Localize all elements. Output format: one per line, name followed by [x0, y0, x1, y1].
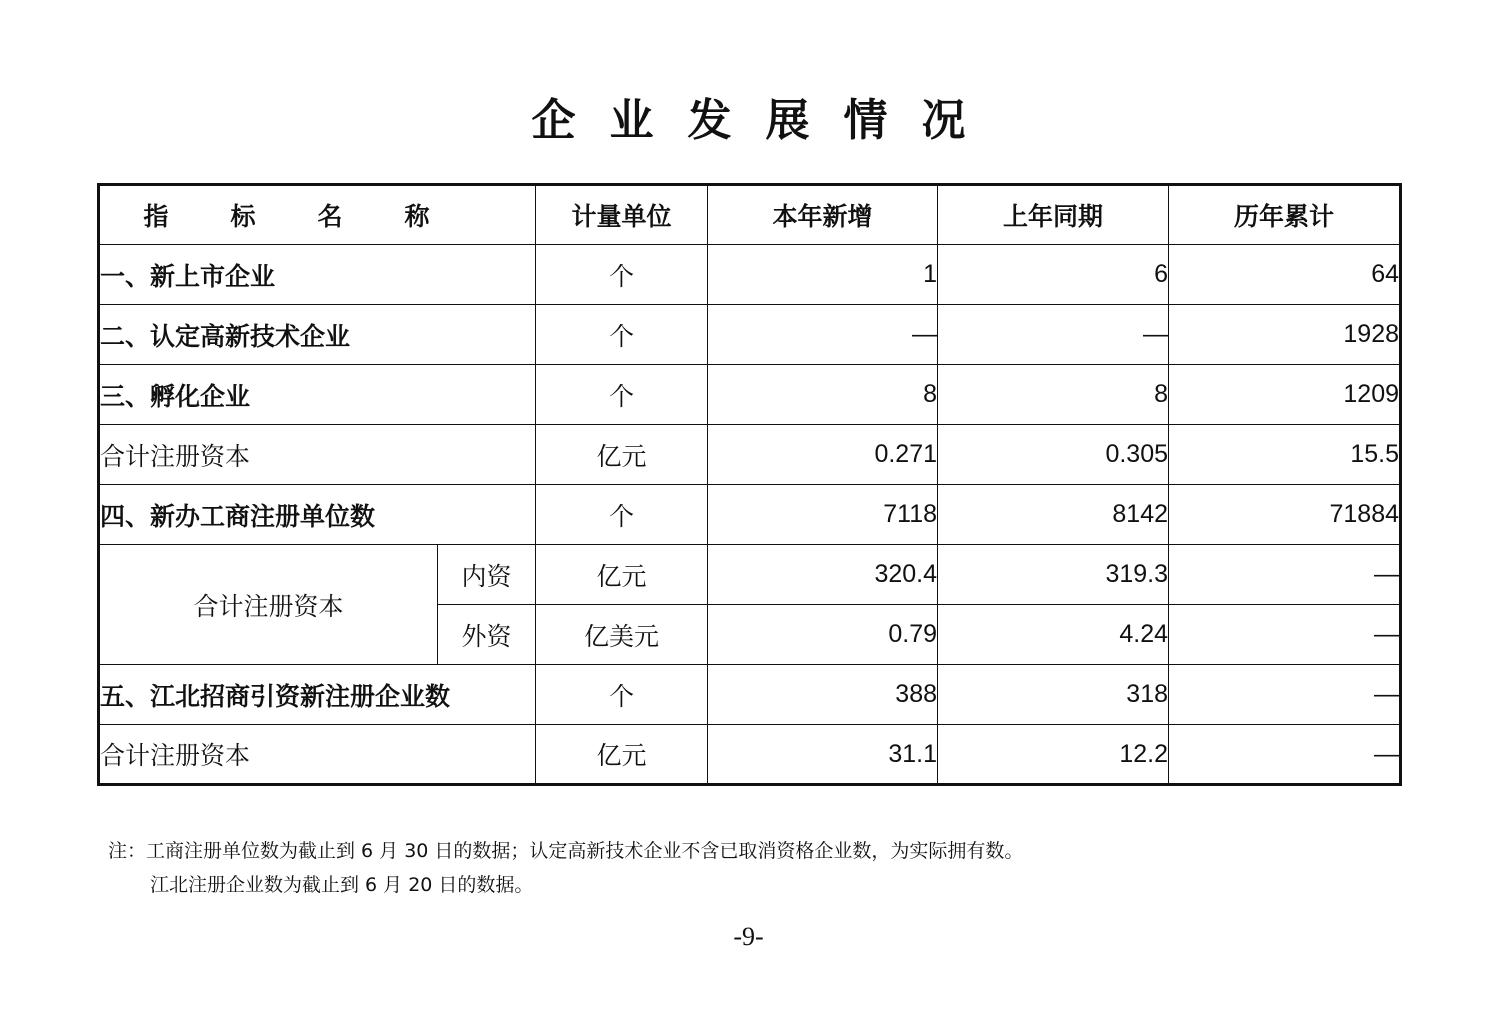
row-cumulative: — [1169, 545, 1401, 605]
row-cumulative: 64 [1169, 245, 1401, 305]
table-row [99, 425, 1401, 485]
row-cumulative: 1209 [1169, 365, 1401, 425]
row-cumulative: — [1169, 605, 1401, 665]
row-this-year: 1 [708, 245, 938, 305]
row-cumulative: — [1169, 665, 1401, 725]
page-number: -9- [733, 922, 764, 951]
row-last-year: — [938, 305, 1169, 365]
row-cumulative: 15.5 [1169, 425, 1401, 485]
row-last-year: 4.24 [938, 605, 1169, 665]
header-unit: 计量单位 [536, 185, 708, 245]
row-unit: 亿元 [536, 425, 708, 485]
table-row [99, 365, 1401, 425]
row-cumulative: — [1169, 725, 1401, 785]
row-this-year: 320.4 [708, 545, 938, 605]
row-unit: 亿元 [536, 545, 708, 605]
row-this-year: 0.271 [708, 425, 938, 485]
row-name: 五、江北招商引资新注册企业数 [99, 665, 536, 725]
row-last-year: 12.2 [938, 725, 1169, 785]
row-last-year: 8 [938, 365, 1169, 425]
row-unit: 个 [536, 365, 708, 425]
row-this-year: 7118 [708, 485, 938, 545]
domestic-label: 内资 [438, 545, 536, 605]
enterprise-stats-table [97, 183, 1402, 786]
row-cumulative: 71884 [1169, 485, 1401, 545]
row-name: 合计注册资本 [99, 725, 536, 785]
row-unit: 个 [536, 245, 708, 305]
row-unit: 个 [536, 305, 708, 365]
table-row [99, 245, 1401, 305]
row-cumulative: 1928 [1169, 305, 1401, 365]
row-name: 合计注册资本 [99, 425, 536, 485]
row-this-year: 388 [708, 665, 938, 725]
row-last-year: 318 [938, 665, 1169, 725]
table-header-row [99, 185, 1401, 245]
header-this-year: 本年新增 [708, 185, 938, 245]
row-last-year: 319.3 [938, 545, 1169, 605]
table-row [99, 725, 1401, 785]
footnote-line-2: 江北注册企业数为截止到 6 月 20 日的数据。 [150, 874, 534, 896]
foreign-label: 外资 [438, 605, 536, 665]
row-this-year: 8 [708, 365, 938, 425]
footnote-line-1: 注：工商注册单位数为截止到 6 月 30 日的数据；认定高新技术企业不含已取消资格企业数，为实际拥有数。 [108, 840, 1024, 862]
row-this-year: 31.1 [708, 725, 938, 785]
table-row [99, 305, 1401, 365]
row-unit: 亿元 [536, 725, 708, 785]
header-indicator-name: 指标名称 [99, 185, 536, 245]
table-row [99, 485, 1401, 545]
row-this-year: 0.79 [708, 605, 938, 665]
page-title: 企业发展情况 [531, 95, 1000, 146]
table-row [99, 545, 1401, 605]
row-unit: 亿美元 [536, 605, 708, 665]
row-name: 二、认定高新技术企业 [99, 305, 536, 365]
row-name: 一、新上市企业 [99, 245, 536, 305]
table-row [99, 665, 1401, 725]
row-this-year: — [708, 305, 938, 365]
row-last-year: 6 [938, 245, 1169, 305]
row-unit: 个 [536, 485, 708, 545]
row-name: 四、新办工商注册单位数 [99, 485, 536, 545]
row-unit: 个 [536, 665, 708, 725]
row-last-year: 0.305 [938, 425, 1169, 485]
row-last-year: 8142 [938, 485, 1169, 545]
header-last-year: 上年同期 [938, 185, 1169, 245]
header-cumulative: 历年累计 [1169, 185, 1401, 245]
capital-group-name: 合计注册资本 [99, 545, 438, 665]
row-name: 三、孵化企业 [99, 365, 536, 425]
